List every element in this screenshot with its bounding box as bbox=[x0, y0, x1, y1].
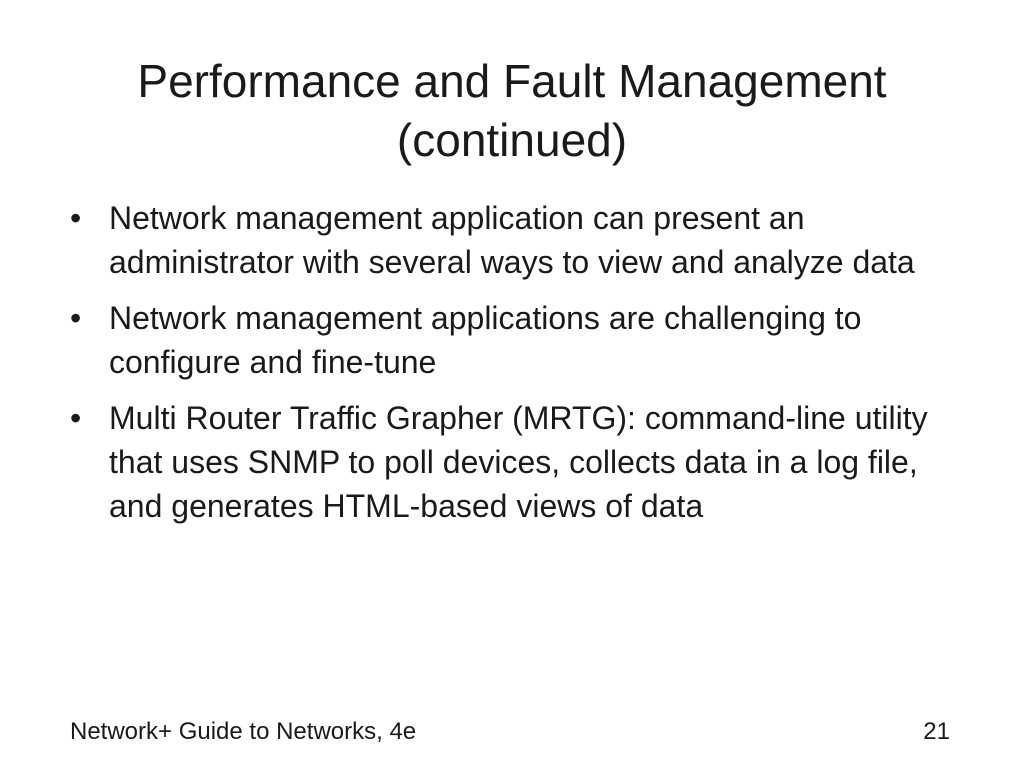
bullet-list bbox=[70, 196, 970, 540]
footer-course-title: Network+ Guide to Networks, 4e bbox=[70, 718, 417, 745]
slide-title-line-1: Performance and Fault Management bbox=[137, 55, 887, 107]
bullet-item bbox=[70, 296, 970, 384]
bullet-text: Network management applications are challenging to configure and fine-tune bbox=[109, 300, 862, 380]
slide-title-line-2: (continued) bbox=[396, 114, 628, 166]
bullet-text: Network management application can present an administrator with several ways to view and analyze data bbox=[109, 200, 915, 280]
slide-title bbox=[40, 52, 984, 170]
bullet-icon: • bbox=[70, 400, 82, 436]
bullet-text: Multi Router Traffic Grapher (MRTG): command-line utility that uses SNMP to poll devices, collects data in a log file, and generates HTML-based views of data bbox=[109, 400, 928, 524]
bullet-icon: • bbox=[70, 200, 82, 236]
bullet-icon: • bbox=[70, 300, 82, 336]
bullet-item bbox=[70, 196, 970, 284]
bullet-item bbox=[70, 396, 970, 528]
footer-page-number: 21 bbox=[923, 718, 950, 745]
